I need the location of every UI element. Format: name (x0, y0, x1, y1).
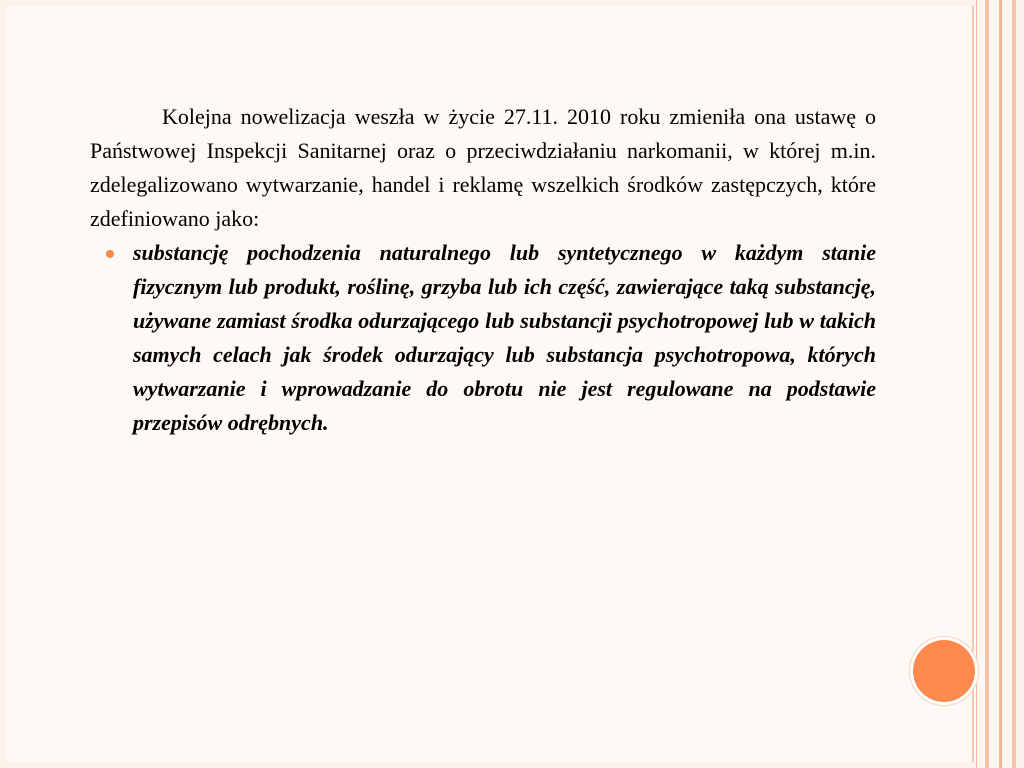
bullet-item (90, 236, 876, 440)
bullet-list (90, 236, 876, 440)
bullet-dot-icon (106, 250, 114, 258)
bullet-text: substancję pochodzenia naturalnego lub syntetycznego w każdym stanie fizycznym lub produkt, roślinę, grzyba lub ich część, zawierające taką substancję, używane zamiast środka odurzającego lub substancji psychotropowej lub w takich samych celach jak środek odurzający lub substancja psychotropowa, których wytwarzanie i wprowadzanie do obrotu nie jest regulowane na podstawie przepisów odrębnych. (133, 240, 876, 435)
intro-paragraph: Kolejna nowelizacja weszła w życie 27.11. 2010 roku zmieniła ona ustawę o Państwowej Inspekcji Sanitarnej oraz o przeciwdziałaniu narkomanii, w której m.in. zdelegalizowano wytwarzanie, handel i reklamę wszelkich środków zastępczych, które zdefiniowano jako: (90, 104, 876, 231)
decorative-stripe (1016, 0, 1024, 768)
decorative-circle-icon (913, 640, 975, 702)
decorative-stripe (1002, 0, 1012, 768)
decorative-stripe (989, 0, 999, 768)
slide-content (90, 100, 876, 440)
